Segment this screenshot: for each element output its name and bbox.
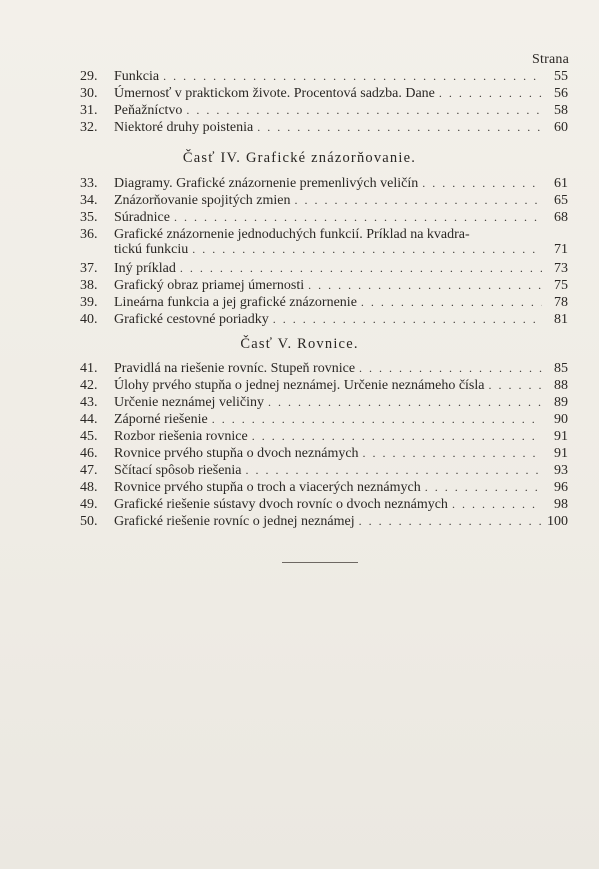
entry-title-continuation: tickú funkciu xyxy=(114,242,189,257)
toc-entry xyxy=(80,120,568,135)
entry-page: 60 xyxy=(554,120,568,135)
entry-title: Grafické riešenie sústavy dvoch rovníc o dvoch neznámych xyxy=(114,497,448,512)
dot-leader xyxy=(439,86,542,101)
entry-number: 42. xyxy=(80,378,98,393)
entry-number: 29. xyxy=(80,69,98,84)
entry-page: 89 xyxy=(554,395,568,410)
entry-title: Pravidlá na riešenie rovníc. Stupeň rovnice xyxy=(114,361,356,376)
page-column-heading: Strana xyxy=(532,52,569,67)
dot-leader xyxy=(192,242,542,257)
entry-number: 34. xyxy=(80,193,98,208)
entry-number: 30. xyxy=(80,86,98,101)
entry-title: Funkcia xyxy=(114,69,160,84)
section-label: Časť IV. xyxy=(182,150,242,166)
entry-title: Znázorňovanie spojitých zmien xyxy=(114,193,291,208)
entry-page: 65 xyxy=(554,193,568,208)
dot-leader xyxy=(268,395,542,410)
dot-leader xyxy=(163,69,542,84)
entry-page: 91 xyxy=(554,429,568,444)
entry-number: 31. xyxy=(80,103,98,118)
toc-entry xyxy=(80,176,568,191)
entry-number: 49. xyxy=(80,497,98,512)
dot-leader xyxy=(452,497,542,512)
entry-number: 50. xyxy=(80,514,98,529)
entry-page: 85 xyxy=(554,361,568,376)
entry-page: 78 xyxy=(554,295,568,310)
section-title: Grafické znázorňovanie. xyxy=(245,150,417,166)
entry-title: Úlohy prvého stupňa o jednej neznámej. Určenie neznámeho čísla xyxy=(114,378,485,393)
entry-number: 38. xyxy=(80,278,98,293)
toc-entry xyxy=(80,429,568,444)
entry-title: Sčítací spôsob riešenia xyxy=(114,463,242,478)
entry-number: 41. xyxy=(80,361,98,376)
entry-title: Diagramy. Grafické znázornenie premenlivých veličín xyxy=(114,176,419,191)
entry-number: 35. xyxy=(80,210,98,225)
entry-number: 37. xyxy=(80,261,98,276)
entry-number: 40. xyxy=(80,312,98,327)
entry-page: 58 xyxy=(554,103,568,118)
entry-page: 68 xyxy=(554,210,568,225)
entry-page: 61 xyxy=(554,176,568,191)
toc-entry xyxy=(80,463,568,478)
entry-number: 39. xyxy=(80,295,98,310)
entry-number: 46. xyxy=(80,446,98,461)
toc-entry xyxy=(80,193,568,208)
toc-entry xyxy=(80,497,568,512)
entry-title: Rovnice prvého stupňa o troch a viacerých neznámych xyxy=(114,480,421,495)
entry-title: Grafické cestovné poriadky xyxy=(114,312,269,327)
dot-leader xyxy=(488,378,542,393)
entry-title: Úmernosť v praktickom živote. Procentová sadzba. Dane xyxy=(114,86,435,101)
section-heading xyxy=(0,336,599,353)
entry-title: Určenie neznámej veličiny xyxy=(114,395,265,410)
entry-page: 90 xyxy=(554,412,568,427)
toc-entry xyxy=(80,395,568,410)
entry-page: 55 xyxy=(554,69,568,84)
entry-page: 98 xyxy=(554,497,568,512)
toc-entry xyxy=(80,361,568,376)
entry-page: 91 xyxy=(554,446,568,461)
toc-entry xyxy=(80,412,568,427)
entry-number: 48. xyxy=(80,480,98,495)
dot-leader xyxy=(295,193,543,208)
dot-leader xyxy=(212,412,542,427)
dot-leader xyxy=(252,429,542,444)
entry-title: Rozbor riešenia rovnice xyxy=(114,429,248,444)
entry-title: Peňažníctvo xyxy=(114,103,183,118)
toc-entry xyxy=(80,514,568,529)
toc-entry xyxy=(80,312,568,327)
dot-leader xyxy=(246,463,542,478)
entry-title: Rovnice prvého stupňa o dvoch neznámych xyxy=(114,446,359,461)
dot-leader xyxy=(174,210,542,225)
toc-entry xyxy=(80,295,568,310)
entry-page: 75 xyxy=(554,278,568,293)
entry-number: 43. xyxy=(80,395,98,410)
toc-entry xyxy=(80,103,568,118)
entry-page: 88 xyxy=(554,378,568,393)
dot-leader xyxy=(308,278,542,293)
toc-entry xyxy=(80,86,568,101)
dot-leader xyxy=(257,120,542,135)
entry-title: Lineárna funkcia a jej grafické znázornenie xyxy=(114,295,357,310)
dot-leader xyxy=(359,361,542,376)
dot-leader xyxy=(422,176,542,191)
section-title: Rovnice. xyxy=(297,336,359,352)
dot-leader xyxy=(425,480,542,495)
entry-number: 47. xyxy=(80,463,98,478)
entry-number: 32. xyxy=(80,120,98,135)
entry-title: Záporné riešenie xyxy=(114,412,208,427)
entry-number: 33. xyxy=(80,176,98,191)
toc-entry xyxy=(80,446,568,461)
section-heading xyxy=(0,150,599,167)
toc-entry xyxy=(80,69,568,84)
entry-page: 96 xyxy=(554,480,568,495)
entry-number: 36. xyxy=(80,227,98,242)
entry-title: Niektoré druhy poistenia xyxy=(114,120,254,135)
entry-page: 56 xyxy=(554,86,568,101)
section-label: Časť V. xyxy=(240,336,293,352)
entry-title: Grafický obraz priamej úmernosti xyxy=(114,278,305,293)
toc-entry xyxy=(80,278,568,293)
end-divider xyxy=(282,562,358,563)
entry-title: Súradnice xyxy=(114,210,170,225)
dot-leader xyxy=(186,103,542,118)
entry-title: Iný príklad xyxy=(114,261,176,276)
entry-page: 93 xyxy=(554,463,568,478)
entry-page: 81 xyxy=(554,312,568,327)
toc-entry xyxy=(80,378,568,393)
entry-number: 44. xyxy=(80,412,98,427)
toc-entry xyxy=(80,210,568,225)
dot-leader xyxy=(361,295,542,310)
entry-title: Grafické riešenie rovníc o jednej neznámej xyxy=(114,514,355,529)
toc-entry xyxy=(80,227,568,257)
entry-page: 71 xyxy=(554,242,568,257)
toc-entry xyxy=(80,480,568,495)
dot-leader xyxy=(273,312,542,327)
toc-entry xyxy=(80,261,568,276)
entry-page: 100 xyxy=(547,514,568,529)
dot-leader xyxy=(359,514,542,529)
entry-title: Grafické znázornenie jednoduchých funkcií. Príklad na kvadra- xyxy=(114,227,470,242)
dot-leader xyxy=(180,261,542,276)
dot-leader xyxy=(363,446,542,461)
entry-page: 73 xyxy=(554,261,568,276)
entry-number: 45. xyxy=(80,429,98,444)
